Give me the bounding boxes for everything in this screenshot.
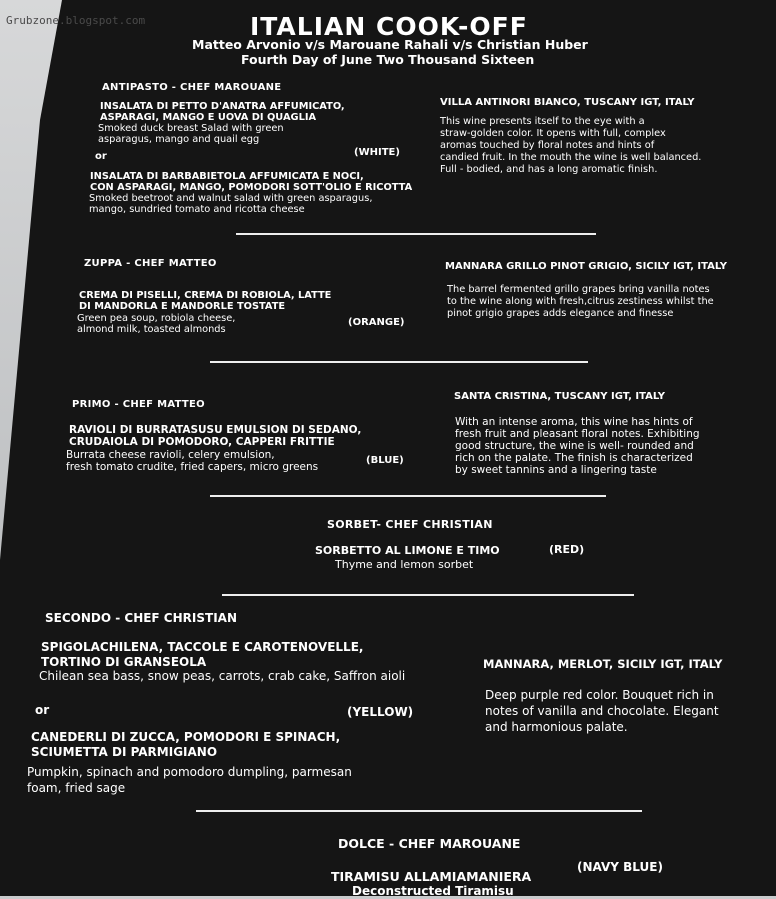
secondo-dish2-english: Pumpkin, spinach and pomodoro dumpling, parmesan foam, fried sage bbox=[27, 765, 352, 795]
divider bbox=[210, 495, 606, 497]
watermark: Grubzone.blogspot.com bbox=[6, 14, 146, 27]
primo-dish-english: Burrata cheese ravioli, celery emulsion, fresh tomato crudite, fried capers, micro greens bbox=[66, 449, 319, 473]
secondo-color-tag: (YELLOW) bbox=[347, 705, 414, 719]
sorbet-color-tag: (RED) bbox=[549, 543, 585, 556]
antipasto-color-tag: (WHITE) bbox=[354, 147, 400, 158]
zuppa-wine: MANNARA GRILLO PINOT GRIGIO, SICILY IGT, ITALY bbox=[445, 261, 727, 272]
antipasto-dish2-italian: INSALATA DI BARBABIETOLA AFFUMICATA E NOCI, CON ASPARAGI, MANGO, POMODORI SOTT'OLIO E RICOTTA bbox=[90, 171, 413, 193]
course-sorbet: SORBET- CHEF CHRISTIAN bbox=[327, 518, 493, 531]
sorbet-dish-english: Thyme and lemon sorbet bbox=[335, 558, 474, 571]
zuppa-dish-english: Green pea soup, robiola cheese, almond milk, toasted almonds bbox=[77, 313, 236, 335]
menu-title: ITALIAN COOK-OFF bbox=[250, 12, 528, 41]
antipasto-dish2-english: Smoked beetroot and walnut salad with green asparagus, mango, sundried tomato and ricotta cheese bbox=[89, 193, 373, 215]
sorbet-dish-italian: SORBETTO AL LIMONE E TIMO bbox=[315, 544, 500, 557]
zuppa-dish-italian: CREMA DI PISELLI, CREMA DI ROBIOLA, LATTE DI MANDORLA E MANDORLE TOSTATE bbox=[79, 290, 332, 312]
dolce-dish-italian: TIRAMISU ALLAMIAMANIERA bbox=[331, 869, 532, 884]
primo-wine-note: With an intense aroma, this wine has hints of fresh fruit and pleasant floral notes. Exhibiting good structure, the wine is well- rounded and rich on the palate. The finish is characterized by sweet tannins and a lingering taste bbox=[455, 416, 700, 476]
course-primo: PRIMO - CHEF MATTEO bbox=[72, 399, 205, 410]
course-zuppa: ZUPPA - CHEF MATTEO bbox=[84, 258, 217, 269]
primo-color-tag: (BLUE) bbox=[366, 455, 404, 466]
secondo-dish1-italian: SPIGOLACHILENA, TACCOLE E CAROTENOVELLE, TORTINO DI GRANSEOLA bbox=[41, 640, 364, 669]
secondo-dish2-italian: CANEDERLI DI ZUCCA, POMODORI E SPINACH, SCIUMETTA DI PARMIGIANO bbox=[31, 730, 341, 759]
divider bbox=[236, 233, 596, 235]
course-dolce: DOLCE - CHEF MAROUANE bbox=[338, 836, 521, 851]
zuppa-color-tag: (ORANGE) bbox=[348, 317, 405, 328]
secondo-wine: MANNARA, MERLOT, SICILY IGT, ITALY bbox=[483, 657, 723, 671]
antipasto-wine: VILLA ANTINORI BIANCO, TUSCANY IGT, ITALY bbox=[440, 97, 695, 108]
divider bbox=[210, 361, 588, 363]
secondo-or: or bbox=[35, 703, 50, 717]
antipasto-dish1-english: Smoked duck breast Salad with green asparagus, mango and quail egg bbox=[98, 123, 284, 145]
secondo-dish1-english: Chilean sea bass, snow peas, carrots, crab cake, Saffron aioli bbox=[39, 669, 406, 683]
divider bbox=[196, 810, 642, 812]
antipasto-or: or bbox=[95, 151, 107, 162]
date-line: Fourth Day of June Two Thousand Sixteen bbox=[241, 52, 535, 67]
divider bbox=[222, 594, 634, 596]
course-antipasto: ANTIPASTO - CHEF MAROUANE bbox=[102, 82, 282, 93]
dolce-dish-english: Deconstructed Tiramisu bbox=[352, 884, 514, 898]
antipasto-wine-note: This wine presents itself to the eye with a straw-golden color. It opens with full, complex aromas touched by floral notes and hints of candied fruit. In the mouth the wine is well balanced. Full - bodied, and has a long aromatic finish. bbox=[440, 116, 702, 175]
antipasto-dish1-italian: INSALATA DI PETTO D'ANATRA AFFUMICATO, ASPARAGI, MANGO E UOVA DI QUAGLIA bbox=[100, 101, 345, 123]
dolce-color-tag: (NAVY BLUE) bbox=[577, 860, 663, 874]
course-secondo: SECONDO - CHEF CHRISTIAN bbox=[45, 611, 237, 625]
zuppa-wine-note: The barrel fermented grillo grapes bring vanilla notes to the wine along with fresh,citrus zestiness whilst the pinot grigio grapes adds elegance and finesse bbox=[447, 284, 714, 319]
primo-dish-italian: RAVIOLI DI BURRATASUSU EMULSION DI SEDANO, CRUDAIOLA DI POMODORO, CAPPERI FRITTIE bbox=[69, 424, 362, 448]
secondo-wine-note: Deep purple red color. Bouquet rich in notes of vanilla and chocolate. Elegant and harmonious palate. bbox=[485, 688, 719, 734]
primo-wine: SANTA CRISTINA, TUSCANY IGT, ITALY bbox=[454, 391, 665, 402]
chefs-line: Matteo Arvonio v/s Marouane Rahali v/s Christian Huber bbox=[192, 37, 588, 52]
